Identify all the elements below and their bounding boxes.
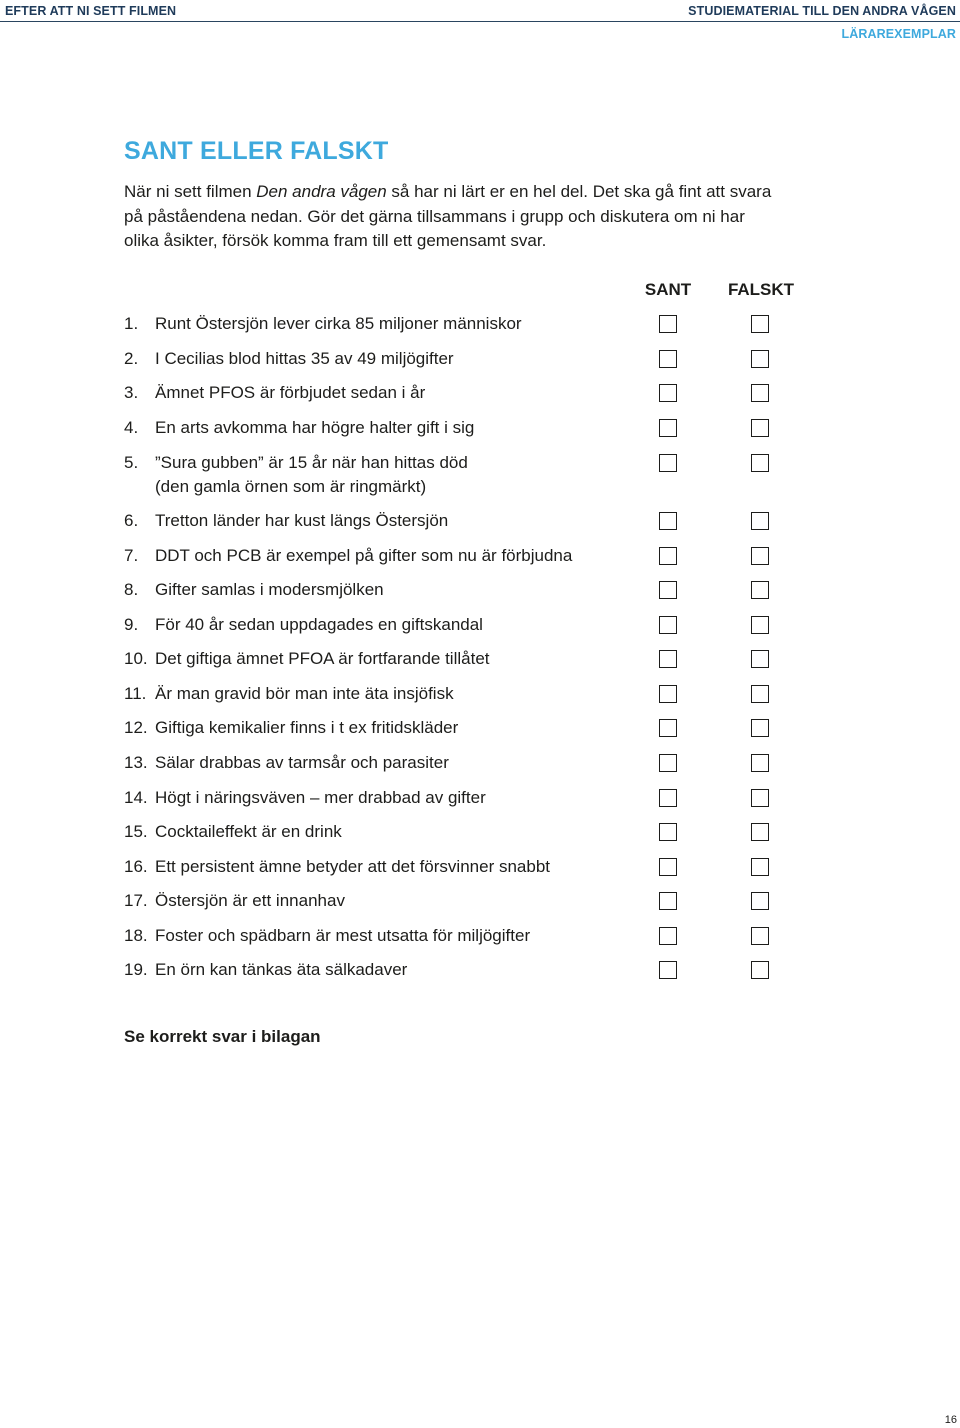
statement-number: 16. xyxy=(124,857,148,876)
checkbox-sant[interactable] xyxy=(659,892,677,910)
intro-text-rest: så har ni lärt er en hel del. Det ska gå fint att svara på påståendena nedan. Gör det gärna tillsammans i grupp och diskutera om ni har olika åsikter, försök komma fram till ett gemensamt svar. xyxy=(124,182,772,250)
statement-text xyxy=(155,716,635,740)
checkbox-falskt[interactable] xyxy=(751,961,769,979)
statement-text xyxy=(155,647,635,671)
statement-number: 2. xyxy=(124,349,139,368)
checkbox-falskt[interactable] xyxy=(751,754,769,772)
checkbox-falskt[interactable] xyxy=(751,685,769,703)
statement-text-line: Gifter samlas i modersmjölken xyxy=(155,580,384,599)
checkbox-falskt[interactable] xyxy=(751,547,769,565)
page-number: 16 xyxy=(944,1414,957,1426)
statement-number: 5. xyxy=(124,453,139,472)
intro-paragraph xyxy=(124,180,784,254)
statement-number: 18. xyxy=(124,926,148,945)
statement-number: 12. xyxy=(124,718,148,737)
statement-text xyxy=(155,347,635,371)
statement-text-line: Högt i näringsväven – mer drabbad av gifter xyxy=(155,788,486,807)
checkbox-falskt[interactable] xyxy=(751,350,769,368)
statement-text xyxy=(155,855,635,879)
checkbox-falskt[interactable] xyxy=(751,616,769,634)
checkbox-falskt[interactable] xyxy=(751,892,769,910)
statement-text-line: För 40 år sedan uppdagades en giftskandal xyxy=(155,615,483,634)
statement-text xyxy=(155,820,635,844)
statement-text xyxy=(155,958,635,982)
statement-text-line: Är man gravid bör man inte äta insjöfisk xyxy=(155,684,454,703)
checkbox-sant[interactable] xyxy=(659,581,677,599)
checkbox-sant[interactable] xyxy=(659,961,677,979)
header-section-title: EFTER ATT NI SETT FILMEN xyxy=(5,4,177,18)
statement-number: 3. xyxy=(124,383,139,402)
statement-text-line: Ämnet PFOS är förbjudet sedan i år xyxy=(155,383,426,402)
statement-text-line: Sälar drabbas av tarmsår och parasiter xyxy=(155,753,449,772)
statement-text xyxy=(155,613,635,637)
checkbox-falskt[interactable] xyxy=(751,384,769,402)
statement-number: 14. xyxy=(124,788,148,807)
checkbox-sant[interactable] xyxy=(659,419,677,437)
statement-text xyxy=(155,682,635,706)
checkbox-sant[interactable] xyxy=(659,547,677,565)
checkbox-sant[interactable] xyxy=(659,512,677,530)
statement-number: 6. xyxy=(124,511,139,530)
checkbox-sant[interactable] xyxy=(659,650,677,668)
checkbox-falskt[interactable] xyxy=(751,512,769,530)
checkbox-sant[interactable] xyxy=(659,858,677,876)
answer-key-note: Se korrekt svar i bilagan xyxy=(124,1027,321,1046)
statement-text-line: Östersjön är ett innanhav xyxy=(155,891,345,910)
statement-text xyxy=(155,312,635,336)
statement-text xyxy=(155,451,635,499)
checkbox-falskt[interactable] xyxy=(751,454,769,472)
statement-text xyxy=(155,578,635,602)
intro-film-title: Den andra vågen xyxy=(256,182,387,201)
statement-text-line: Cocktaileffekt är en drink xyxy=(155,822,342,841)
statement-text xyxy=(155,751,635,775)
checkbox-falskt[interactable] xyxy=(751,650,769,668)
statement-number: 17. xyxy=(124,891,148,910)
column-header-falskt: FALSKT xyxy=(727,280,795,299)
intro-text-start: När ni sett filmen xyxy=(124,182,257,201)
statement-number: 10. xyxy=(124,649,148,668)
checkbox-sant[interactable] xyxy=(659,616,677,634)
checkbox-sant[interactable] xyxy=(659,754,677,772)
statement-text-line: Ett persistent ämne betyder att det försvinner snabbt xyxy=(155,857,550,876)
checkbox-falskt[interactable] xyxy=(751,419,769,437)
statement-text xyxy=(155,509,635,533)
checkbox-falskt[interactable] xyxy=(751,789,769,807)
statement-text-line: Foster och spädbarn är mest utsatta för miljögifter xyxy=(155,926,531,945)
column-header-sant: SANT xyxy=(644,280,692,299)
checkbox-falskt[interactable] xyxy=(751,581,769,599)
checkbox-falskt[interactable] xyxy=(751,315,769,333)
header-document-title: STUDIEMATERIAL TILL DEN ANDRA VÅGEN xyxy=(688,4,956,18)
statement-number: 19. xyxy=(124,960,148,979)
page-title: SANT ELLER FALSKT xyxy=(124,137,389,165)
statement-number: 7. xyxy=(124,546,139,565)
statement-number: 1. xyxy=(124,314,139,333)
statement-text xyxy=(155,889,635,913)
statement-number: 9. xyxy=(124,615,139,634)
statement-text xyxy=(155,416,635,440)
checkbox-sant[interactable] xyxy=(659,350,677,368)
checkbox-sant[interactable] xyxy=(659,315,677,333)
statement-number: 4. xyxy=(124,418,139,437)
checkbox-falskt[interactable] xyxy=(751,858,769,876)
statement-text-line: ”Sura gubben” är 15 år när han hittas död xyxy=(155,453,468,472)
statement-text-line: En arts avkomma har högre halter gift i sig xyxy=(155,418,475,437)
statement-number: 13. xyxy=(124,753,148,772)
checkbox-sant[interactable] xyxy=(659,454,677,472)
statement-number: 15. xyxy=(124,822,148,841)
statement-text-line: I Cecilias blod hittas 35 av 49 miljögifter xyxy=(155,349,454,368)
statement-text-line: Runt Östersjön lever cirka 85 miljoner människor xyxy=(155,314,522,333)
statement-text-line: Det giftiga ämnet PFOA är fortfarande tillåtet xyxy=(155,649,490,668)
checkbox-falskt[interactable] xyxy=(751,927,769,945)
statement-text-line: Giftiga kemikalier finns i t ex fritidskläder xyxy=(155,718,459,737)
checkbox-sant[interactable] xyxy=(659,823,677,841)
statement-text xyxy=(155,786,635,810)
statement-text-line: Tretton länder har kust längs Östersjön xyxy=(155,511,449,530)
statement-number: 8. xyxy=(124,580,139,599)
statement-text-line: DDT och PCB är exempel på gifter som nu är förbjudna xyxy=(155,546,573,565)
statement-text-line: (den gamla örnen som är ringmärkt) xyxy=(155,477,427,496)
checkbox-sant[interactable] xyxy=(659,685,677,703)
header-divider xyxy=(0,21,960,22)
statement-text xyxy=(155,544,635,568)
checkbox-sant[interactable] xyxy=(659,927,677,945)
statement-number: 11. xyxy=(124,684,147,703)
header-edition-label: LÄRAREXEMPLAR xyxy=(841,27,956,41)
checkbox-sant[interactable] xyxy=(659,384,677,402)
checkbox-falskt[interactable] xyxy=(751,823,769,841)
statement-text xyxy=(155,381,635,405)
checkbox-sant[interactable] xyxy=(659,719,677,737)
checkbox-sant[interactable] xyxy=(659,789,677,807)
statement-text-line: En örn kan tänkas äta sälkadaver xyxy=(155,960,408,979)
statement-text xyxy=(155,924,635,948)
checkbox-falskt[interactable] xyxy=(751,719,769,737)
